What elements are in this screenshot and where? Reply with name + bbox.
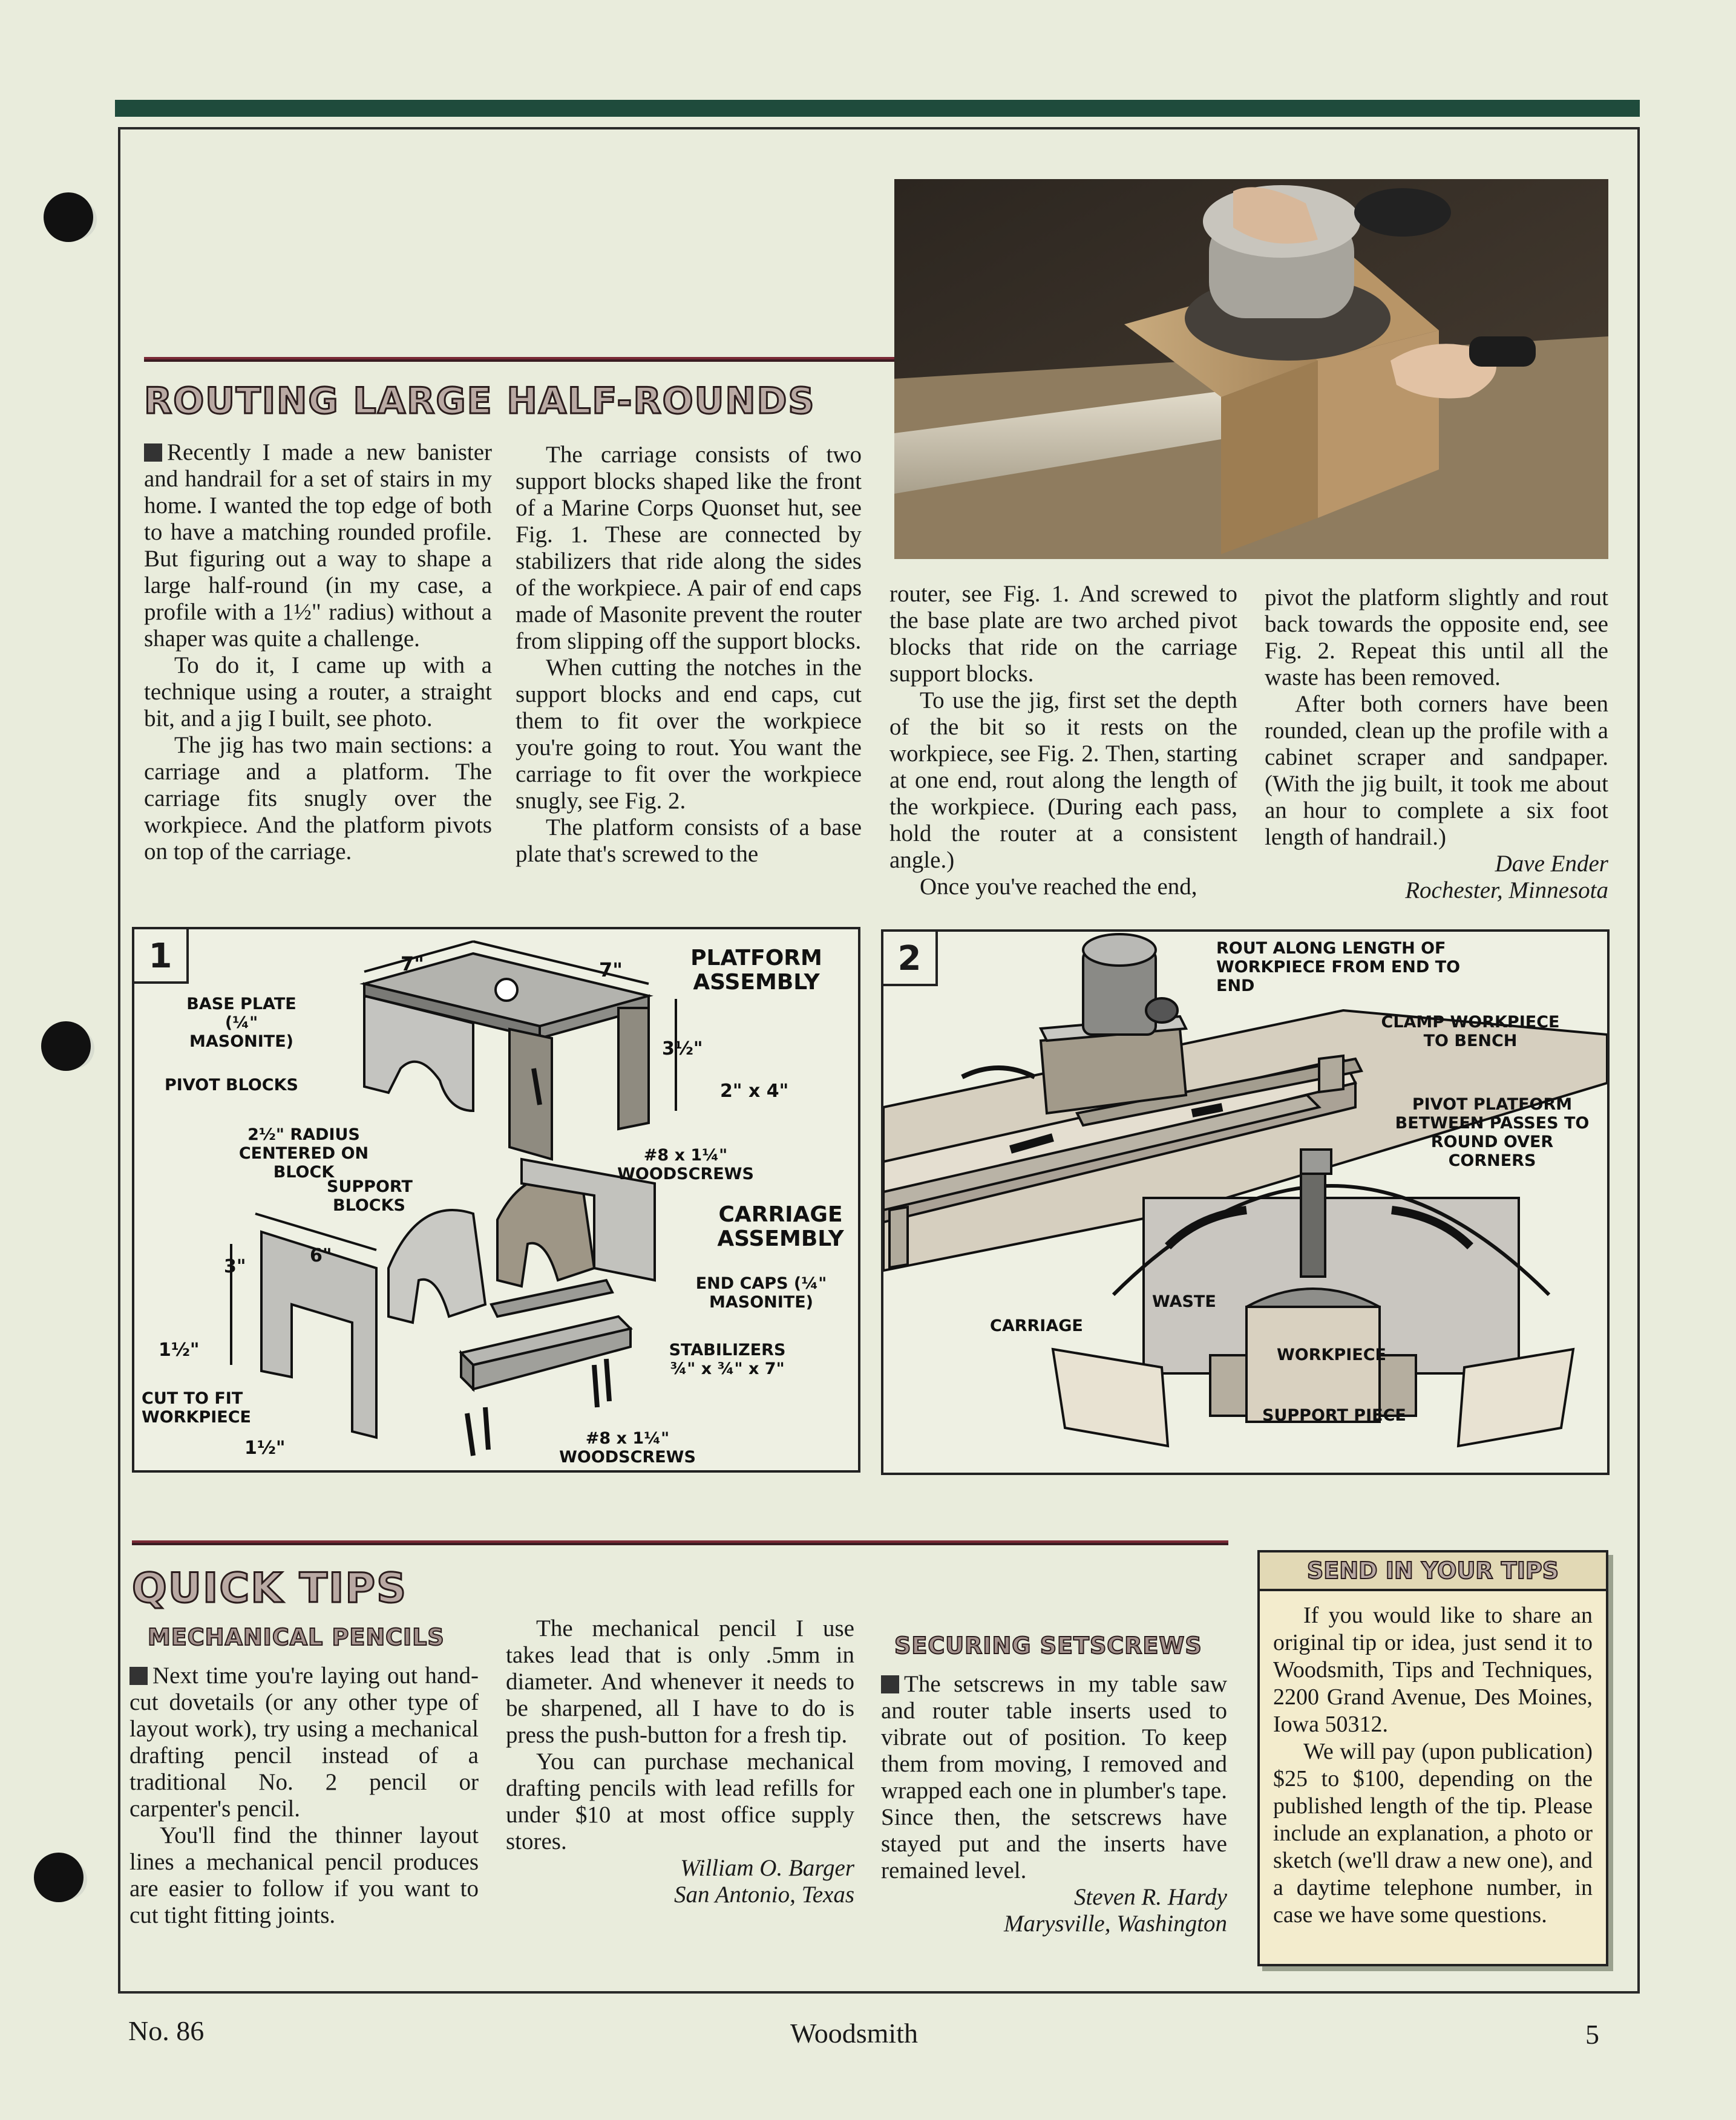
base-plate-label: BASE PLATE (¼" MASONITE): [186, 995, 296, 1051]
router-jig-photo: [894, 179, 1608, 559]
pencils-column-1: [129, 1663, 479, 1929]
cut-to-fit-label: CUT TO FIT WORKPIECE: [142, 1389, 251, 1427]
setscrews-column: [881, 1671, 1227, 1937]
quick-tips-title: QUICK TIPS: [132, 1565, 408, 1612]
pencils-col2-para-1: The mechanical pencil I use takes lead that is only .5mm in diameter. And whenever it needs to be sharpened, all I have to do is press the push-button for a fresh tip.: [506, 1615, 854, 1748]
article-col3-para-1: router, see Fig. 1. And screwed to the base plate are two arched pivot blocks that ride on the carriage support blocks.: [889, 581, 1237, 687]
platform-assembly-label: PLATFORM ASSEMBLY: [690, 946, 822, 995]
figure-1-number: 1: [134, 929, 189, 984]
figure-2-number: 2: [883, 932, 938, 986]
binder-hole-bottom: [34, 1853, 84, 1902]
article-title: ROUTING LARGE HALF-ROUNDS: [144, 380, 816, 422]
setscrews-author: Steven R. Hardy: [1073, 1884, 1227, 1910]
send-tips-box: [1257, 1550, 1608, 1966]
magazine-name: Woodsmith: [790, 2018, 918, 2049]
pivot-platform-label: PIVOT PLATFORM BETWEEN PASSES TO ROUND OVER CORNERS: [1395, 1095, 1590, 1170]
article-column-4: [1265, 584, 1608, 904]
setscrews-title: SECURING SETSCREWS: [894, 1632, 1202, 1659]
pencils-column-2: [506, 1615, 854, 1908]
article-column-2: [516, 442, 862, 868]
article-location: Rochester, Minnesota: [1405, 877, 1608, 903]
send-tips-text: [1260, 1591, 1606, 1940]
send-tips-title: SEND IN YOUR TIPS: [1260, 1552, 1606, 1591]
setscrews-para: The setscrews in my table saw and router table inserts used to vibrate out of position. To keep them from moving, I removed and wrapped each one in plumber's tape. Since then, the setscrews have stayed put and the inserts have remained level.: [881, 1671, 1227, 1883]
woodscrews-bottom-label: #8 x 1¼" WOODSCREWS: [559, 1429, 696, 1467]
article-col2-para-3: The platform consists of a base plate that's screwed to the: [516, 814, 862, 867]
binder-hole-middle: [41, 1021, 91, 1071]
quick-tips-rule: [132, 1540, 1228, 1545]
article-col2-para-1: The carriage consists of two support blocks shaped like the front of a Marine Corps Quonset hut, see Fig. 1. These are connected by stabilizers that ride along the sides of the workpiece. A pair of end caps made of Masonite prevent the router from slipping off the support blocks.: [516, 442, 862, 654]
article-col3-para-2: To use the jig, first set the depth of the bit so it rests on the workpiece, see Fig. 2. Then, starting at one end, rout along the length of the workpiece. (During each pass, hold the router at a consistent angle.): [889, 687, 1237, 873]
pencils-location: San Antonio, Texas: [674, 1882, 854, 1908]
figure-1: [132, 927, 860, 1473]
article-rule: [144, 357, 894, 362]
radius-label: 2½" RADIUS CENTERED ON BLOCK: [238, 1125, 369, 1182]
workpiece-label: WORKPIECE: [1277, 1346, 1386, 1364]
paragraph-bullet-icon: [129, 1667, 148, 1685]
article-col1-para-1: Recently I made a new banister and handrail for a set of stairs in my home. I wanted the top edge of both to have a matching rounded profile. But figuring out a way to shape a large half-round (in my case, a profile with a 1½" radius) without a shaper was quite a challenge.: [144, 439, 492, 652]
dimension-6: 6": [310, 1245, 332, 1266]
rout-along-label: ROUT ALONG LENGTH OF WORKPIECE FROM END TO END: [1216, 939, 1461, 995]
send-tips-para-1: If you would like to share an original tip or idea, just send it to Woodsmith, Tips and Techniques, 2200 Grand Avenue, Des Moines, Iowa 50312.: [1273, 1603, 1593, 1737]
dimension-1-5-upper: 1½": [159, 1340, 200, 1361]
article-col1-para-3: The jig has two main sections: a carriage and a platform. The carriage fits snugly over the workpiece. And the platform pivots on top of the carriage.: [144, 732, 492, 865]
stabilizers-label: STABILIZERS ¾" x ¾" x 7": [669, 1341, 786, 1378]
page-number: 5: [1585, 2019, 1599, 2050]
article-col2-para-2: When cutting the notches in the support blocks and end caps, cut them to fit over the workpiece you're going to rout. You want the carriage to fit over the workpiece snugly, see Fig. 2.: [516, 655, 862, 814]
article-col1-para-2: To do it, I came up with a technique using a router, a straight bit, and a jig I built, see photo.: [144, 652, 492, 731]
support-blocks-label: SUPPORT BLOCKS: [327, 1177, 413, 1215]
issue-number: No. 86: [128, 2015, 205, 2046]
pencils-col2-para-2: You can purchase mechanical drafting pencils with lead refills for under $10 at most office supply stores.: [506, 1749, 854, 1854]
dimension-7-right: 7": [599, 958, 623, 981]
article-column-3: [889, 581, 1237, 900]
figure-2: [881, 929, 1610, 1475]
article-col3-para-3: Once you've reached the end,: [920, 874, 1197, 900]
woodscrews-top-label: #8 x 1¼" WOODSCREWS: [617, 1146, 754, 1183]
pivot-blocks-label: PIVOT BLOCKS: [165, 1076, 298, 1094]
article-col4-para-1: pivot the platform slightly and rout back towards the opposite end, see Fig. 2. Repeat this until all the waste has been removed.: [1265, 584, 1608, 690]
send-tips-para-2: We will pay (upon publication) $25 to $100, depending on the published length of the tip. Please include an explanation, a photo or sketch (we'll draw a new one), and a daytime telephone number, in case we have some questions.: [1273, 1739, 1593, 1928]
pencils-col1-para-1: Next time you're laying out hand-cut dovetails (or any other type of layout work), try using a mechanical drafting pencil instead of a traditional No. 2 pencil or carpenter's pencil.: [129, 1663, 479, 1822]
clamp-workpiece-label: CLAMP WORKPIECE TO BENCH: [1381, 1013, 1560, 1050]
paragraph-bullet-icon: [881, 1675, 899, 1693]
end-caps-label: END CAPS (¼" MASONITE): [695, 1274, 827, 1312]
waste-label: WASTE: [1152, 1292, 1216, 1311]
article-author: Dave Ender: [1495, 851, 1608, 877]
carriage-assembly-label: CARRIAGE ASSEMBLY: [717, 1202, 844, 1251]
pencils-title: MECHANICAL PENCILS: [148, 1624, 445, 1651]
setscrews-location: Marysville, Washington: [1003, 1911, 1227, 1937]
pencils-col1-para-2: You'll find the thinner layout lines a mechanical pencil produces are easier to follow if you want to cut tight fitting joints.: [129, 1822, 479, 1928]
dimension-1-5-lower: 1½": [244, 1438, 286, 1459]
article-column-1: [144, 439, 492, 865]
dimension-3-5: 3½": [662, 1038, 703, 1059]
pencils-author: William O. Barger: [680, 1855, 854, 1881]
dimension-2x4: 2" x 4": [720, 1081, 789, 1102]
carriage-label: CARRIAGE: [990, 1317, 1083, 1335]
dimension-3: 3": [224, 1256, 246, 1277]
article-col4-para-2: After both corners have been rounded, clean up the profile with a cabinet scraper and sandpaper. (With the jig built, it took me about an hour to complete a six foot length of handrail.): [1265, 691, 1608, 850]
top-bar: [115, 100, 1640, 117]
binder-hole-top: [44, 192, 93, 242]
support-piece-label: SUPPORT PIECE: [1262, 1406, 1406, 1425]
paragraph-bullet-icon: [144, 443, 162, 462]
dimension-7-left: 7": [401, 952, 424, 975]
